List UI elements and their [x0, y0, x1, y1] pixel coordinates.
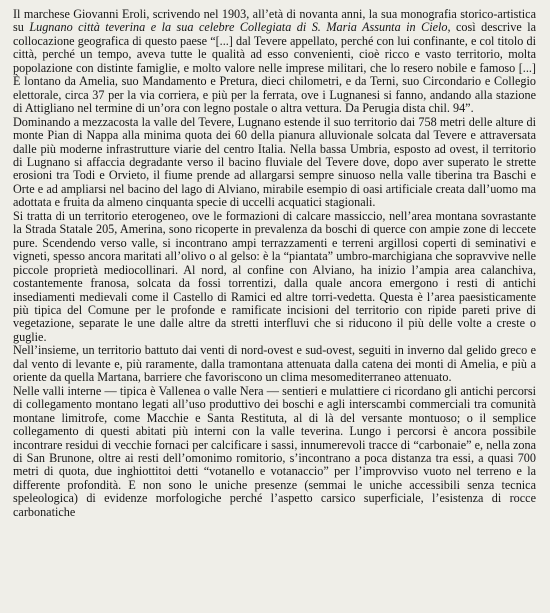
text-segment: Il marchese Giovanni Eroli, scrivendo nel 1903, all’età di novanta anni, la sua monografia storico-artistica su: [13, 7, 536, 35]
paragraph-5: [13, 385, 536, 520]
paragraph-1: [13, 8, 536, 116]
text-segment: , così descrive la collocazione geografica di questo paese “[...] dal Tevere appellato, perché con lui confinante, e col titolo di città, perché un tempo, aveva tutte le qualità ad esso convenienti, cioè ricco e vasto territorio, molta popolazione con distinte famiglie, e molto valore nelle imprese militari, che lo resero nobile e famoso [...] È lontano da Amelia, suo Mandamento e Pretura, dieci chilometri, e da Terni, suo Circondario e Collegio elettorale, circa 37 per la via corriera, e più per la ferrata, ove i Lugnanesi si fanno, andando alla stazione di Attigliano nel termine di un’ora con legno postale o altra vettura. Da Perugia dista chil. 94”.: [13, 20, 537, 116]
text-segment: Dominando a mezzacosta la valle del Tevere, Lugnano estende il suo territorio dai 758 metri delle alture di monte Pian di Nappa alla minima quota dei 60 della pianura alluvionale solcata dal Tevere e attraversata dalle più moderne infrastrutture viarie del centro Italia. Nella bassa Umbria, esposto ad ovest, il territorio di Lugnano si affaccia degradante verso il bacino fluviale del Tevere dove, dopo aver superato le strette erosioni tra Todi e Orvieto, il fiume prende ad allargarsi sempre sinuoso nella valle tiberina tra Baschi e Orte e ad ampliarsi nel bacino del lago di Alviano, mirabile esempio di oasi artificiale creata dall’uomo ma adottata e fruita da almeno cinquanta specie di uccelli acquatici stagionali.: [13, 114, 536, 210]
text-segment: Nelle valli interne — tipica è Vallenea o valle Nera — sentieri e mulattiere ci ricordano gli antichi percorsi di collegamento montano legati all’uso produttivo dei boschi e agli interscambi commerciali tra comunità montane limitrofe, come Macchie e Santa Restituta, al di là del versante montuoso; o il semplice collegamento di questi abitati più interni con la valle teverina. Lungo i percorsi è ancora possibile incontrare residui di vecchie fornaci per calcificare i sassi, innumerevoli tracce di “carbonaie” e, nella zona di San Brunone, oltre ai resti dell’omonimo romitorio, s’incontrano a poca distanza tra essi, a quasi 700 metri di quota, due inghiottitoi detti “votanello e votanaccio” per l’improvviso vuoto nel terreno e la differente profondità. E non sono le uniche presenze (semmai le uniche accessibili senza tecnica speleologica) di evidenze morfologiche perché l’aspetto carsico superficiale, l’esistenza di rocce carbonatiche: [13, 383, 536, 519]
paragraph-3: [13, 210, 536, 345]
text-segment: Nell’insieme, un territorio battuto dai venti di nord-ovest e sud-ovest, seguiti in inverno dal gelido greco e dal vento di levante e, più raramente, dalla tramontana attenuata dalla catena dei monti di Amelia, e più a oriente da quella Martana, barriere che favoriscono un clima mesomediterraneo attenuato.: [13, 343, 536, 385]
text-segment: Si tratta di un territorio eterogeneo, ove le formazioni di calcare massiccio, nell’area montana sovrastante la Strada Statale 205, Amerina, sono ricoperte in prevalenza da boschi di querce con ampie zone di leccete pure. Scendendo verso valle, si incontrano ampi terrazzamenti e terreni argillosi coperti di seminativi e vigneti, spesso ancora maritati all’olivo o al gelso: è la “piantata” umbro-marchigiana che sopravvive nelle piccole proprietà mediocollinari. Al nord, al confine con Alviano, ha inizio l’ampia area calanchiva, costantemente franosa, solcata da fossi torrentizi, dalla quale ancora emergono i resti di antichi insediamenti medievali come il Castello di Ramici ed altre torri-vedetta. Questa è l’area paesisticamente più tipica del Comune per le profonde e ramificate incisioni del territorio con ripide pareti prive di vegetazione, separate le une dalle altre da stretti interfluvi che si riducono il più delle volte a creste o guglie.: [13, 208, 536, 344]
book-title: Lugnano città teverina e la sua celebre Collegiata di S. Maria Assunta in Cielo: [29, 20, 448, 35]
paragraph-2: [13, 116, 536, 210]
paragraph-4: [13, 344, 536, 384]
